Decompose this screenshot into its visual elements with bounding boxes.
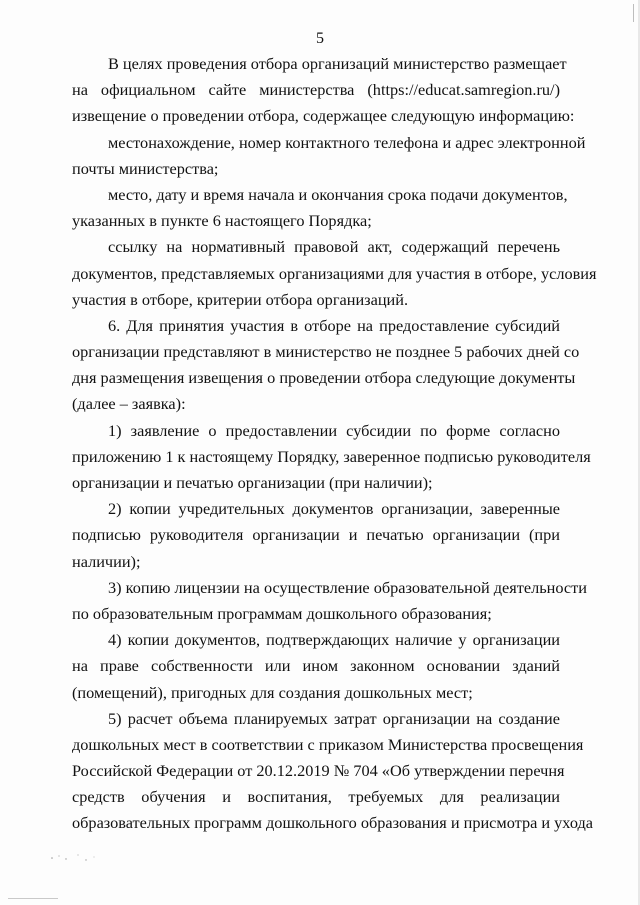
text-line: 2) копии учредительных документов организации, заверенные	[108, 499, 560, 519]
text-line: указанных в пункте 6 настоящего Порядка;	[72, 211, 372, 231]
text-line: Российской Федерации от 20.12.2019 № 704 «Об утверждении перечня	[72, 761, 565, 781]
text-line: местонахождение, номер контактного телефона и адрес электронной	[108, 132, 586, 152]
text-line: извещение о проведении отбора, содержащее следующую информацию:	[72, 106, 575, 126]
text-line: 6. Для принятия участия в отборе на предоставление субсидий	[108, 315, 560, 335]
text-line: ссылку на нормативный правовой акт, содержащий перечень	[108, 237, 560, 257]
text-line: приложению 1 к настоящему Порядку, заверенное подписью руководителя	[72, 446, 591, 466]
text-line: 5) расчет объема планируемых затрат организации на создание	[108, 708, 560, 728]
text-line: 4) копии документов, подтверждающих наличие у организации	[108, 630, 560, 650]
text-line: место, дату и время начала и окончания срока подачи документов,	[108, 184, 568, 204]
page-number: 5	[316, 30, 324, 47]
text-line: (помещений), пригодных для создания дошкольных мест;	[72, 682, 473, 702]
text-line: подписью руководителя организации и печатью организации (при	[72, 525, 560, 545]
text-line: организации представляют в министерство не позднее 5 рабочих дней со	[72, 342, 580, 362]
document-body	[72, 51, 597, 837]
text-line: 3) копию лицензии на осуществление образовательной деятельности	[108, 577, 587, 597]
text-line: (далее – заявка):	[72, 394, 186, 414]
scan-corner-mark	[625, 4, 634, 22]
scan-specks	[48, 850, 108, 864]
text-line: наличии);	[72, 551, 141, 571]
text-line: на праве собственности или ином законном основании зданий	[72, 656, 560, 676]
text-line: дошкольных мест в соответствии с приказом Министерства просвещения	[72, 734, 584, 754]
text-line: 1) заявление о предоставлении субсидии по форме согласно	[108, 420, 560, 440]
text-line: по образовательным программам дошкольного образования;	[72, 603, 492, 623]
text-line: на официальном сайте министерства (https://educat.samregion.ru/)	[72, 80, 560, 100]
text-line: документов, представляемых организациями для участия в отборе, условия	[72, 263, 597, 283]
text-line: В целях проведения отбора организаций министерство размещает	[108, 54, 567, 73]
text-line: участия в отборе, критерии отбора организаций.	[72, 289, 409, 309]
scan-bottom-rule	[8, 898, 58, 899]
text-line: образовательных программ дошкольного образования и присмотра и ухода	[72, 813, 594, 833]
text-line: организации и печатью организации (при наличии);	[72, 473, 433, 492]
text-line: почты министерства;	[72, 158, 219, 178]
text-line: дня размещения извещения о проведении отбора следующие документы	[72, 368, 576, 388]
text-line: средств обучения и воспитания, требуемых для реализации	[72, 787, 560, 807]
